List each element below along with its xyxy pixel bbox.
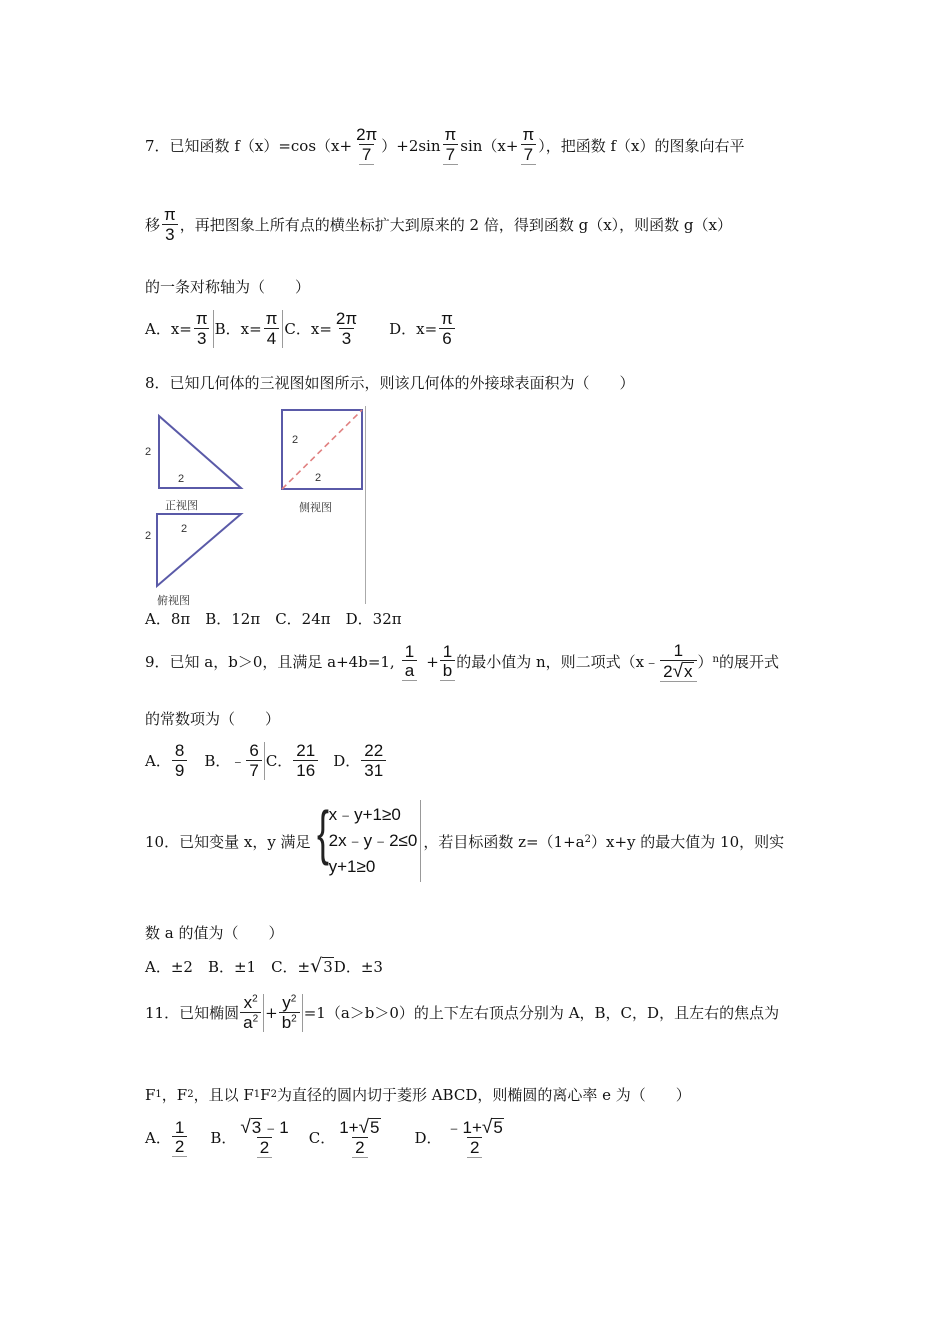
q7-text-part2: ）+2sin: [381, 136, 441, 155]
q10-text-part2: ，若目标函数 z=（1+a: [423, 832, 585, 851]
q7-option-b-label: B．x=: [214, 320, 262, 339]
q9-option-b-label: B．﹣: [204, 752, 246, 771]
q11-sub-2b: 2: [270, 1089, 277, 1100]
q8-options-text: A．8π B．12π C．24π D．32π: [145, 610, 402, 628]
q7-fraction-pi-7-b: $\frac{\pi}{7}$: [522, 125, 535, 164]
q8-options: [145, 608, 402, 629]
top-view-base-label: 2: [181, 523, 188, 535]
q10-constraint-system: [313, 800, 422, 882]
q11-option-d-label: D．: [414, 1129, 442, 1148]
q7-option-c-label: C．x=: [284, 320, 332, 339]
q11-line2-rest: 为直径的圆内切于菱形 ABCD，则椭圆的离心率 e 为（ ）: [276, 1086, 691, 1104]
q11-option-a-label: A．: [145, 1129, 171, 1148]
q7-line3: [145, 276, 310, 297]
q7-text-part1: 已知函数 f（x）=cos（x+: [169, 136, 353, 155]
side-view-height-label: 2: [292, 434, 299, 446]
q7-fraction-pi-7-a: $\frac{\pi}{7}$: [444, 125, 457, 164]
q11-sub-1b: 1: [253, 1089, 261, 1100]
q11-fraction-x2-a2: $\frac{x^2}{a^2}$: [240, 994, 264, 1032]
q7-options: [145, 310, 457, 348]
q7-line2-start: 移: [145, 216, 161, 235]
q11-option-b-frac: √ 3 ﹣1 2: [240, 1117, 289, 1157]
q8-stem: [145, 372, 635, 393]
q10-exponent-2: 2: [584, 834, 591, 845]
q9-text-part2: 的最小值为 n，则二项式（x﹣: [456, 653, 660, 672]
q11-option-c-label: C．: [308, 1129, 336, 1148]
q11-text-part2: =1（a＞b＞0）的上下左右顶点分别为 A，B，C，D，且左右的焦点为: [303, 1004, 780, 1023]
q11-line2: [145, 1084, 691, 1105]
q7-option-d-frac: $\frac{\pi}{6}$: [441, 309, 453, 348]
q10-text-part3: ）x+y 的最大值为 10，则实: [590, 832, 785, 851]
q9-text-part1: 9．已知 a，b＞0，且满足 a+4b=1,: [145, 653, 395, 672]
q11-option-b-label: B．: [210, 1129, 237, 1148]
q11-plus: +: [265, 1003, 278, 1022]
q11-line1: [145, 994, 779, 1032]
q10-constraint-1: x﹣y+1≥0: [328, 805, 401, 824]
q9-option-a-frac: $\frac{8}{9}$: [172, 742, 187, 780]
q7-option-a-frac: $\frac{\pi}{3}$: [193, 310, 214, 348]
q10-line2: [145, 922, 283, 943]
q9-plus: +: [426, 652, 439, 671]
q9-line1: [145, 642, 779, 682]
q10-options: [145, 956, 383, 977]
q9-fraction-1-a: $\frac{1}{a}$: [402, 643, 417, 682]
q11-f1f2-prefix: ，且以 F: [193, 1086, 254, 1104]
q9-exponent-n: n: [712, 654, 719, 665]
q10-sqrt-3: √ 3: [310, 955, 333, 977]
three-view-figure: [145, 406, 366, 607]
q7-line1: [145, 126, 744, 165]
q11-sub-2: 2: [187, 1089, 194, 1100]
q9-text-part4: 的展开式: [719, 653, 780, 672]
q7-option-c-frac: $\frac{2\pi}{3}$: [335, 309, 358, 348]
q7-text-part4: ），把函数 f（x）的图象向右平: [538, 136, 745, 155]
q7-fraction-2pi-7: $\frac{2\pi}{7}$: [356, 125, 378, 164]
q11-f-label-1: F: [145, 1085, 156, 1104]
q9-option-d-label: D．: [333, 752, 361, 771]
q7-fraction-pi-3: $\frac{\pi}{3}$: [164, 205, 176, 244]
q9-option-c-label: C．: [265, 752, 293, 771]
q7-line2: [145, 206, 732, 244]
front-view-base-label: 2: [178, 473, 185, 485]
q8-text: 8．已知几何体的三视图如图所示，则该几何体的外接球表面积为（ ）: [145, 374, 635, 392]
q7-line2-rest: ，再把图象上所有点的横坐标扩大到原来的 2 倍，得到函数 g（x），则函数 g（x）: [179, 216, 732, 235]
q11-text-part1: 11．已知椭圆: [145, 1004, 240, 1023]
q10-constraint-3: y+1≥0: [328, 857, 376, 876]
top-view-triangle: [157, 514, 241, 586]
q11-option-d-frac: ﹣1+ √ 5 2: [445, 1117, 503, 1157]
q11-option-c-frac: 1+ √ 5 2: [339, 1117, 380, 1157]
front-view-caption: 正视图: [165, 500, 198, 512]
q9-option-a-label: A．: [145, 752, 171, 771]
q11-f2-label: F: [260, 1085, 271, 1104]
top-view-height-label: 2: [145, 530, 152, 542]
q10-constraint-2: 2x﹣y﹣2≤0: [328, 831, 418, 850]
q7-line3-text: 的一条对称轴为（ ）: [145, 278, 311, 296]
q9-option-c-frac: $\frac{21}{16}$: [293, 742, 318, 780]
q11-f-label-2: ，F: [161, 1086, 188, 1104]
side-view-caption: 侧视图: [299, 502, 332, 514]
q7-number: 7．: [145, 136, 170, 155]
q11-sub-1: 1: [155, 1089, 162, 1100]
side-view-base-label: 2: [315, 472, 322, 484]
front-view-triangle: [159, 416, 241, 488]
q11-options: [145, 1118, 508, 1158]
q9-line2-text: 的常数项为（ ）: [145, 710, 281, 728]
q10-line2-text: 数 a 的值为（ ）: [145, 924, 284, 942]
q7-option-a-label: A．x=: [145, 320, 192, 339]
q9-options: [145, 742, 387, 780]
q10-options-abc: A．±2 B．±1 C．±: [145, 958, 311, 976]
front-view-height-label: 2: [145, 446, 152, 458]
q9-text-part3: ）: [697, 653, 713, 672]
side-view-diagonal: [282, 410, 362, 489]
top-view-caption: 俯视图: [157, 595, 190, 607]
q10-text-part1: 10．已知变量 x，y 满足: [145, 832, 311, 851]
q9-line2: [145, 708, 280, 729]
q11-fraction-y2-b2: $\frac{y^2}{b^2}$: [279, 994, 303, 1032]
q7-option-b-frac: $\frac{\pi}{4}$: [263, 310, 284, 348]
q9-fraction-binomial: 1 2 √ x: [660, 642, 696, 682]
q11-option-a-frac: $\frac{1}{2}$: [172, 1119, 187, 1158]
q10-option-d: D．±3: [333, 958, 383, 976]
q9-option-b-frac: $\frac{6}{7}$: [246, 742, 264, 780]
q10-left-brace-icon: {: [316, 799, 329, 866]
q7-text-part3: sin（x+: [460, 136, 519, 155]
q7-option-d-label: D．x=: [389, 320, 438, 339]
q9-option-d-frac: $\frac{22}{31}$: [361, 742, 386, 780]
q10-line1: [145, 800, 784, 882]
q9-fraction-1-b: $\frac{1}{b}$: [440, 643, 455, 682]
